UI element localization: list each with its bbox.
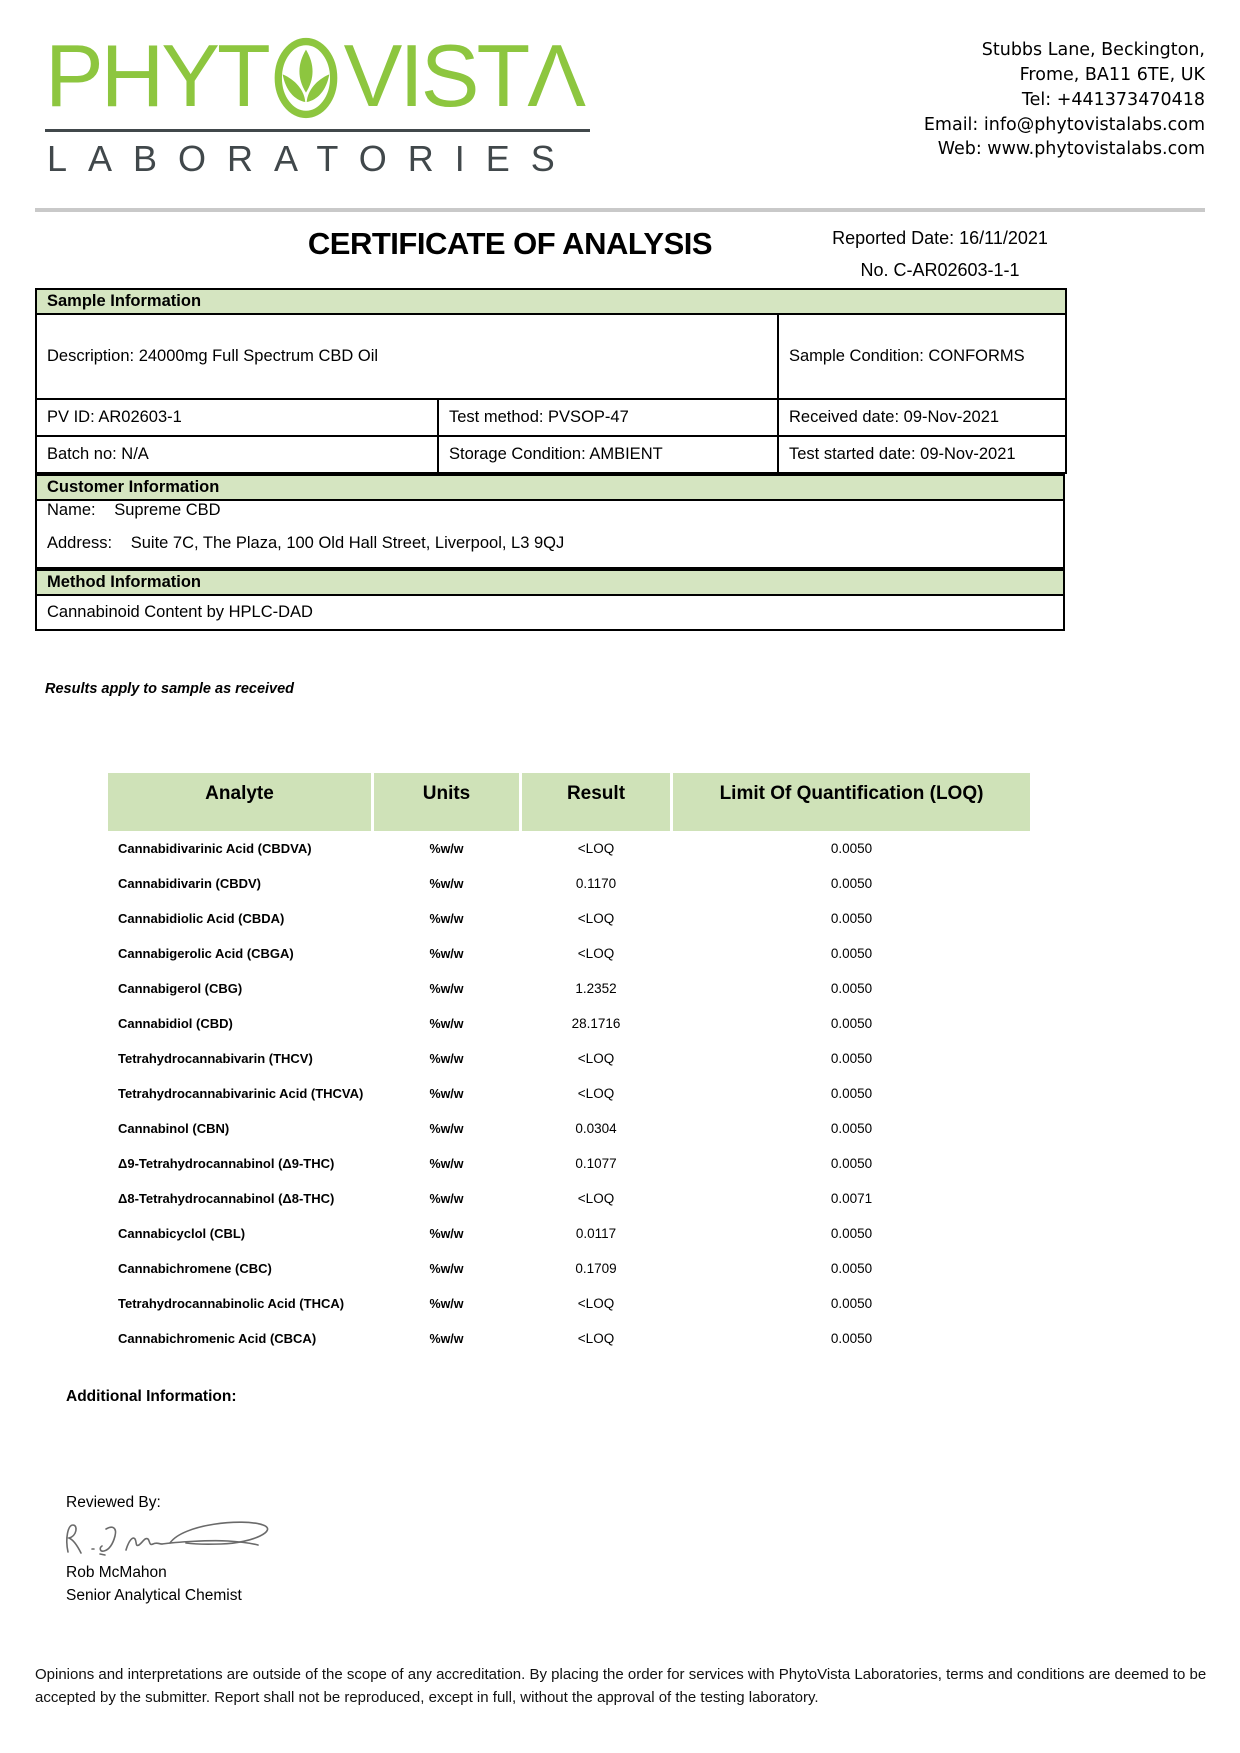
analyte-result: <LOQ — [577, 911, 615, 926]
analyte-loq: 0.0050 — [830, 876, 873, 891]
analyte-loq: 0.0050 — [830, 911, 873, 926]
analyte-name: Cannabidiolic Acid (CBDA) — [118, 911, 285, 926]
column-header-analyte: Analyte — [108, 773, 371, 831]
analyte-units: %w/w — [429, 1331, 464, 1346]
analyte-result: <LOQ — [577, 841, 615, 856]
table-row — [108, 1041, 1030, 1076]
analyte-units: %w/w — [429, 1226, 464, 1241]
analyte-units: %w/w — [429, 876, 464, 891]
table-row — [108, 1216, 1030, 1251]
section-title-method-information: Method Information — [36, 570, 1064, 595]
analyte-name: Tetrahydrocannabivarin (THCV) — [118, 1051, 313, 1066]
customer-information-table — [35, 474, 1065, 569]
analyte-result: 0.1709 — [575, 1261, 617, 1276]
analyte-result: 0.1077 — [575, 1156, 617, 1171]
analyte-name: Cannabinol (CBN) — [118, 1121, 230, 1136]
analyte-result: 0.0304 — [575, 1121, 617, 1136]
phytovista-logo — [45, 26, 590, 180]
customer-name-value: Supreme CBD — [114, 501, 221, 519]
info-sections — [35, 288, 1065, 631]
column-header-units: Units — [374, 773, 519, 831]
test-method: Test method: PVSOP-47 — [438, 399, 778, 436]
logo-wordmark — [45, 26, 590, 126]
analyte-units: %w/w — [429, 911, 464, 926]
analyte-units: %w/w — [429, 1121, 464, 1136]
analyte-loq: 0.0050 — [830, 981, 873, 996]
logo-divider — [45, 129, 590, 132]
section-title-sample-information: Sample Information — [36, 289, 1066, 314]
certificate-number: No. C-AR02603-1-1 — [860, 260, 1020, 281]
analyte-loq: 0.0050 — [830, 1261, 873, 1276]
additional-information-label: Additional Information: — [66, 1388, 237, 1405]
storage-condition: Storage Condition: AMBIENT — [438, 436, 778, 473]
analyte-name: Δ8-Tetrahydrocannabinol (Δ8-THC) — [118, 1191, 335, 1206]
signature-image — [58, 1516, 290, 1562]
results-table-body — [108, 831, 1030, 1356]
sample-information-table — [35, 288, 1067, 474]
results-table-header — [108, 773, 1030, 831]
analyte-loq: 0.0050 — [830, 1156, 873, 1171]
pv-id: PV ID: AR02603-1 — [36, 399, 438, 436]
table-row — [108, 866, 1030, 901]
test-started-date: Test started date: 09-Nov-2021 — [778, 436, 1066, 473]
table-row — [108, 901, 1030, 936]
analyte-result: 1.2352 — [575, 981, 617, 996]
customer-details — [36, 500, 1064, 568]
lab-website: Web: www.phytovistalabs.com — [937, 139, 1205, 160]
analyte-result: <LOQ — [577, 1051, 615, 1066]
table-row — [108, 1286, 1030, 1321]
analyte-name: Cannabichromene (CBC) — [118, 1261, 272, 1276]
analyte-name: Cannabichromenic Acid (CBCA) — [118, 1331, 317, 1346]
analyte-loq: 0.0050 — [830, 1296, 873, 1311]
analyte-result: <LOQ — [577, 1296, 615, 1311]
analyte-loq: 0.0071 — [830, 1191, 873, 1206]
analyte-loq: 0.0050 — [830, 1016, 873, 1031]
analyte-result: 28.1716 — [571, 1016, 621, 1031]
analyte-name: Cannabidiol (CBD) — [118, 1016, 233, 1031]
analyte-units: %w/w — [429, 981, 464, 996]
reviewer-title: Senior Analytical Chemist — [66, 1586, 242, 1604]
analyte-loq: 0.0050 — [830, 841, 873, 856]
logo-subtitle: LABORATORIES — [47, 138, 576, 179]
report-meta — [750, 222, 1130, 287]
analyte-result: 0.0117 — [575, 1226, 617, 1241]
column-header-loq: Limit Of Quantification (LOQ) — [673, 773, 1030, 831]
reviewer-name: Rob McMahon — [66, 1564, 167, 1582]
analyte-units: %w/w — [429, 1016, 464, 1031]
signature-block — [66, 1492, 290, 1607]
table-row — [108, 1181, 1030, 1216]
table-row — [108, 1251, 1030, 1286]
analyte-name: Cannabicyclol (CBL) — [118, 1226, 246, 1241]
footer-disclaimer: Opinions and interpretations are outside of the scope of any accreditation. By placing the order for services with PhytoVista Laboratories, terms and conditions are deemed to be accepted by the submitter. Report shall not be reproduced, except in full, without the approval of the testing laboratory. — [35, 1666, 1207, 1706]
analyte-units: %w/w — [429, 946, 464, 961]
table-row — [108, 1006, 1030, 1041]
leaf-logo-icon — [271, 35, 341, 121]
received-date: Received date: 09-Nov-2021 — [778, 399, 1066, 436]
analyte-name: Cannabidivarinic Acid (CBDVA) — [118, 841, 312, 856]
customer-address-label: Address: — [47, 534, 113, 552]
logo-text-lambda: Λ — [527, 26, 584, 125]
analyte-name: Δ9-Tetrahydrocannabinol (Δ9-THC) — [118, 1156, 335, 1171]
column-header-result: Result — [522, 773, 670, 831]
table-row — [108, 1146, 1030, 1181]
lab-address-line: Stubbs Lane, Beckington, — [981, 40, 1205, 60]
analyte-loq: 0.0050 — [830, 1331, 873, 1346]
analyte-units: %w/w — [429, 1156, 464, 1171]
method-description: Cannabinoid Content by HPLC-DAD — [36, 595, 1064, 630]
header-divider — [35, 208, 1205, 212]
certificate-title: CERTIFICATE OF ANALYSIS — [307, 226, 713, 261]
table-row — [108, 1321, 1030, 1356]
analyte-name: Cannabigerolic Acid (CBGA) — [118, 946, 294, 961]
analyte-result: <LOQ — [577, 1191, 615, 1206]
table-row — [108, 1076, 1030, 1111]
analyte-loq: 0.0050 — [830, 1086, 873, 1101]
analyte-result: <LOQ — [577, 1086, 615, 1101]
analyte-units: %w/w — [429, 1296, 464, 1311]
analyte-units: %w/w — [429, 1261, 464, 1276]
analyte-units: %w/w — [429, 1086, 464, 1101]
analyte-loq: 0.0050 — [830, 1121, 873, 1136]
section-title-customer-information: Customer Information — [36, 475, 1064, 500]
logo-text-right: VIST — [343, 26, 528, 125]
sample-condition: Sample Condition: CONFORMS — [778, 314, 1066, 399]
logo-text-left: PHYT — [45, 26, 268, 125]
method-information-table — [35, 569, 1065, 631]
analyte-result: <LOQ — [577, 1331, 615, 1346]
lab-email: Email: info@phytovistalabs.com — [923, 114, 1205, 135]
results-note: Results apply to sample as received — [45, 681, 295, 697]
customer-address-value: Suite 7C, The Plaza, 100 Old Hall Street, Liverpool, L3 9QJ — [130, 534, 565, 552]
lab-address-line: Frome, BA11 6TE, UK — [1019, 64, 1205, 85]
results-table — [108, 773, 1030, 1356]
customer-address — [47, 534, 1063, 553]
batch-no: Batch no: N/A — [36, 436, 438, 473]
analyte-loq: 0.0050 — [830, 946, 873, 961]
lab-phone: Tel: +441373470418 — [1021, 89, 1205, 110]
reported-date: Reported Date: 16/11/2021 — [832, 228, 1048, 248]
analyte-name: Cannabigerol (CBG) — [118, 981, 243, 996]
customer-name-label: Name: — [47, 501, 96, 519]
analyte-name: Tetrahydrocannabivarinic Acid (THCVA) — [118, 1086, 364, 1101]
customer-name — [47, 501, 1063, 520]
table-row — [108, 971, 1030, 1006]
analyte-name: Cannabidivarin (CBDV) — [118, 876, 262, 891]
analyte-units: %w/w — [429, 841, 464, 856]
reviewed-by-label: Reviewed By: — [66, 1494, 161, 1511]
lab-contact-block — [924, 38, 1205, 162]
table-row — [108, 936, 1030, 971]
sample-description: Description: 24000mg Full Spectrum CBD Oil — [36, 314, 778, 399]
analyte-name: Tetrahydrocannabinolic Acid (THCA) — [118, 1296, 345, 1311]
analyte-result: 0.1170 — [575, 876, 617, 891]
analyte-units: %w/w — [429, 1191, 464, 1206]
analyte-units: %w/w — [429, 1051, 464, 1066]
analyte-loq: 0.0050 — [830, 1226, 873, 1241]
table-row — [108, 1111, 1030, 1146]
table-row — [108, 831, 1030, 866]
analyte-loq: 0.0050 — [830, 1051, 873, 1066]
analyte-result: <LOQ — [577, 946, 615, 961]
